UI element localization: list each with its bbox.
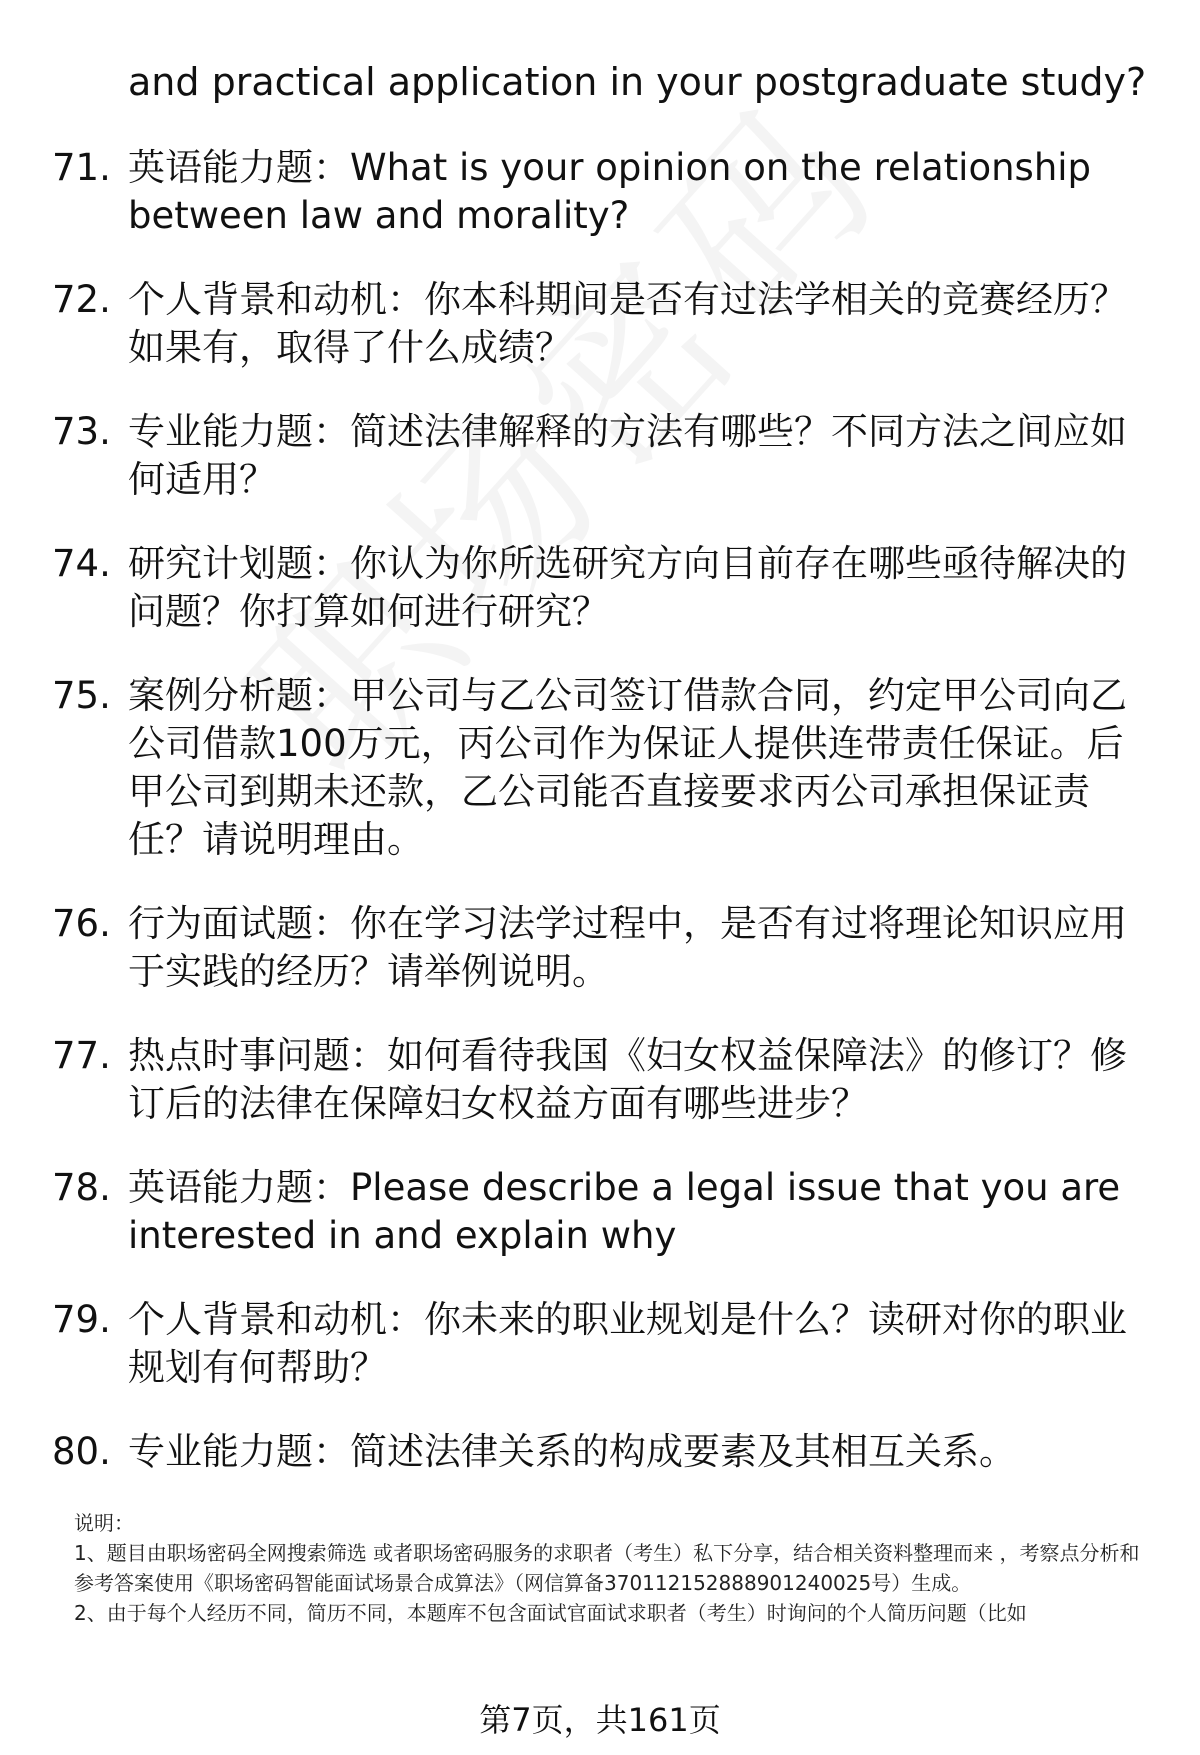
- question-number: 71.: [52, 146, 111, 189]
- question-number: 75.: [52, 674, 111, 717]
- question-number: 72.: [52, 278, 111, 321]
- question-item: [52, 276, 1142, 372]
- question-number: 79.: [52, 1298, 111, 1341]
- question-text: 热点时事问题：如何看待我国《妇女权益保障法》的修订？修订后的法律在保障妇女权益方面有哪些进步？: [128, 1034, 1127, 1125]
- notes-title: 说明：: [74, 1511, 134, 1535]
- question-item: [52, 900, 1142, 996]
- notes-item: 1、题目由职场密码全网搜索筛选 或者职场密码服务的求职者（考生）私下分享，结合相关资料整理而来 ，考察点分析和参考答案使用《职场密码智能面试场景合成算法》（网信算备370112152888901240025号）生成。: [74, 1541, 1140, 1595]
- question-text: 研究计划题：你认为你所选研究方向目前存在哪些亟待解决的问题？你打算如何进行研究？: [128, 542, 1127, 633]
- question-number: 80.: [52, 1430, 111, 1473]
- question-item: [52, 144, 1142, 240]
- question-text: 案例分析题：甲公司与乙公司签订借款合同，约定甲公司向乙公司借款100万元，丙公司作为保证人提供连带责任保证。后甲公司到期未还款，乙公司能否直接要求丙公司承担保证责任？请说明理由。: [128, 674, 1127, 861]
- notes-section: [74, 1508, 1154, 1628]
- question-item: [52, 1164, 1142, 1260]
- question-text: 英语能力题：What is your opinion on the relationship between law and morality?: [128, 146, 1092, 237]
- question-item: [52, 408, 1142, 504]
- question-item: [52, 540, 1142, 636]
- question-item: [52, 672, 1142, 864]
- question-text: 专业能力题：简述法律解释的方法有哪些？不同方法之间应如何适用？: [128, 410, 1127, 501]
- question-text: 个人背景和动机：你未来的职业规划是什么？读研对你的职业规划有何帮助？: [128, 1298, 1127, 1389]
- question-number: 77.: [52, 1034, 111, 1077]
- question-item: [52, 1296, 1142, 1392]
- question-text: 英语能力题：Please describe a legal issue that you are interested in and explain why: [128, 1166, 1121, 1257]
- question-number: 74.: [52, 542, 111, 585]
- question-number: 73.: [52, 410, 111, 453]
- intro-continuation-text: and practical application in your postgraduate study?: [128, 60, 1147, 104]
- notes-item: 2、由于每个人经历不同，简历不同，本题库不包含面试官面试求职者（考生）时询问的个人简历问题（比如: [74, 1601, 1027, 1625]
- question-item: [52, 1032, 1142, 1128]
- question-text: 行为面试题：你在学习法学过程中，是否有过将理论知识应用于实践的经历？请举例说明。: [128, 902, 1127, 993]
- page-number: 第7页，共161页: [479, 1701, 721, 1739]
- question-number: 76.: [52, 902, 111, 945]
- question-item: [52, 1428, 1142, 1476]
- question-number: 78.: [52, 1166, 111, 1209]
- question-text: 个人背景和动机：你本科期间是否有过法学相关的竞赛经历？如果有，取得了什么成绩？: [128, 278, 1127, 369]
- question-text: 专业能力题：简述法律关系的构成要素及其相互关系。: [128, 1430, 1016, 1473]
- question-list: [52, 144, 1142, 1512]
